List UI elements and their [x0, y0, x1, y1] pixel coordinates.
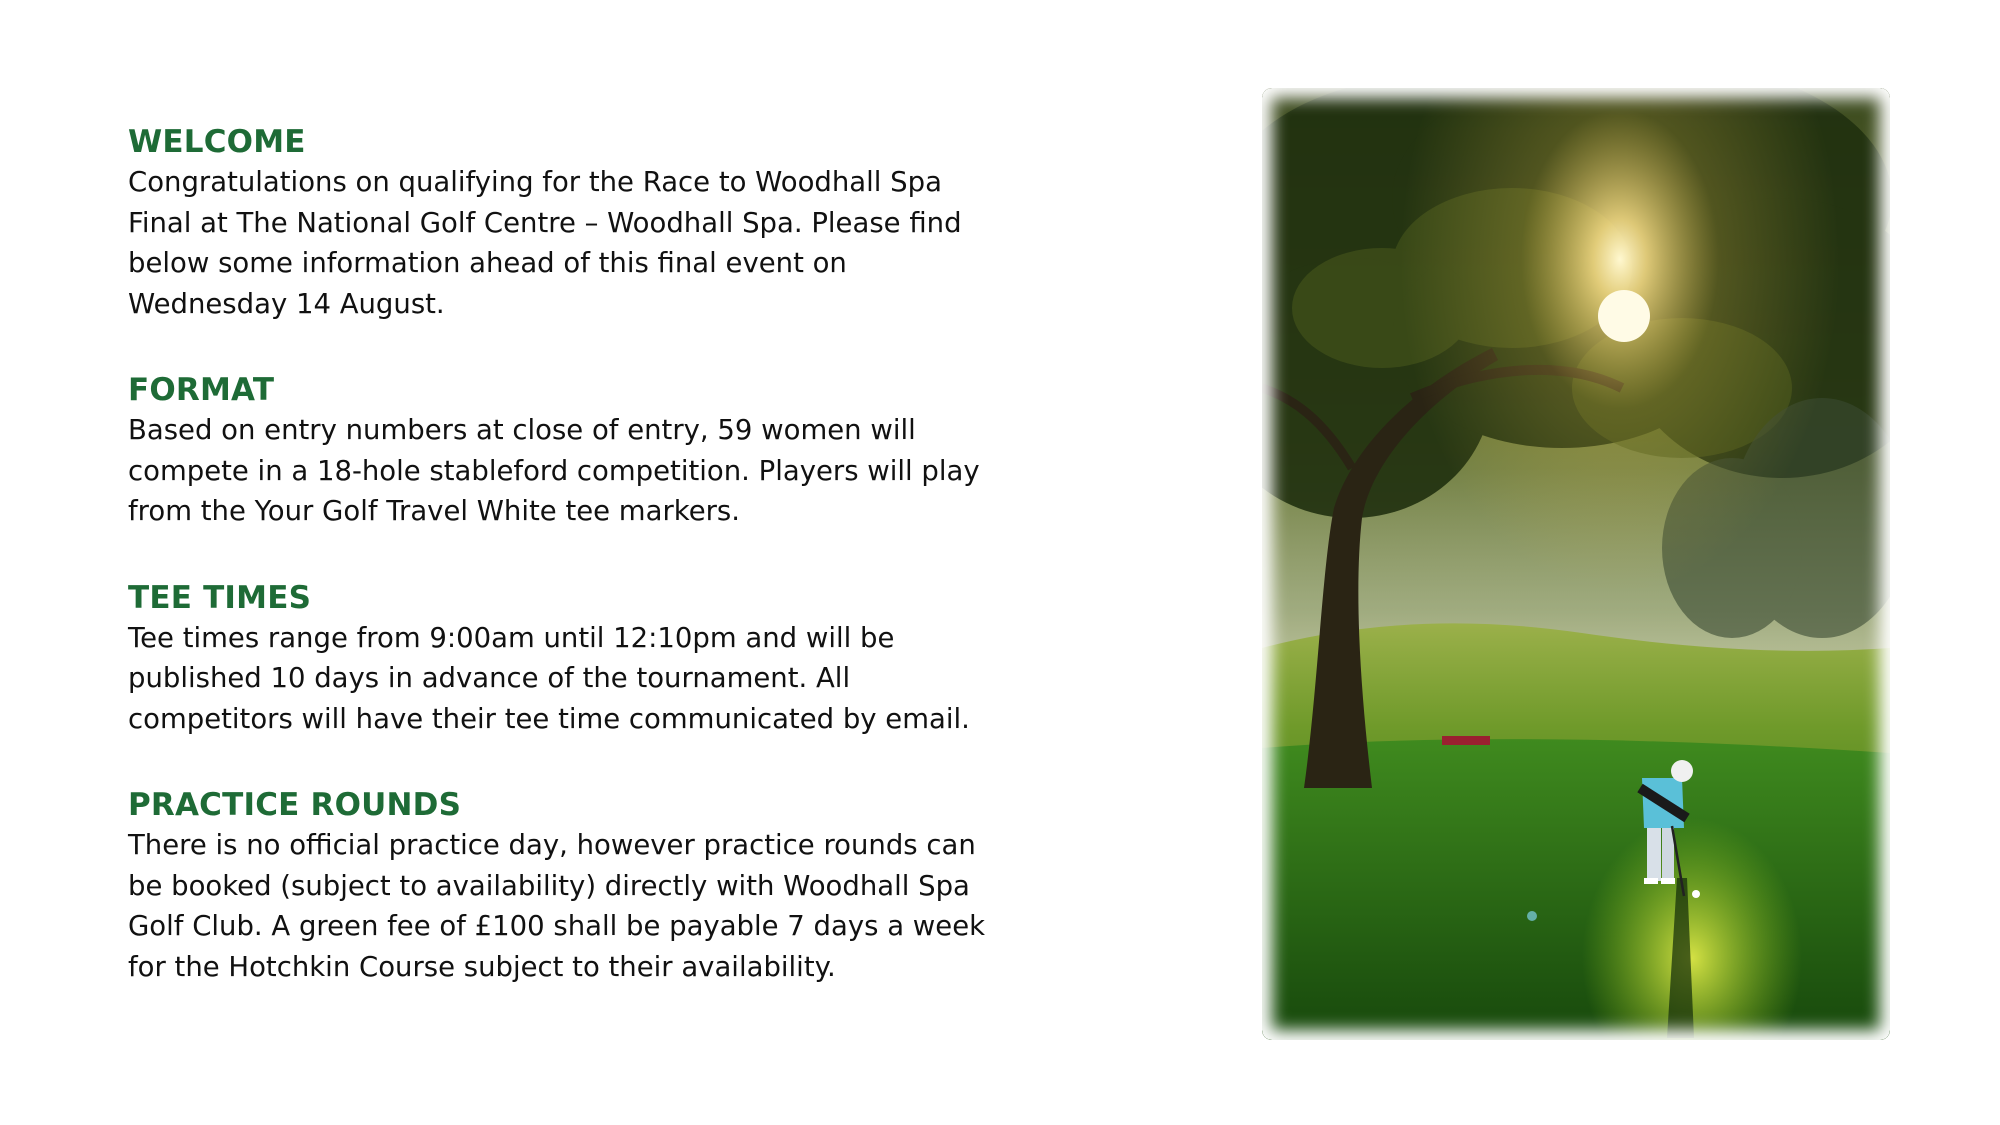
welcome-section [128, 122, 1008, 324]
format-section [128, 370, 1008, 532]
practice-rounds-heading: PRACTICE ROUNDS [128, 787, 462, 823]
tee-times-heading: TEE TIMES [128, 579, 312, 616]
practice-rounds-section [128, 785, 1008, 987]
tee-times-section [128, 578, 1008, 740]
golf-course-photo [1262, 88, 1890, 1040]
golf-course-illustration [1262, 88, 1890, 1040]
welcome-body: Congratulations on qualifying for the Race to Woodhall Spa Final at The National Golf Centre – Woodhall Spa. Please find below some information ahead of this final event on Wednesday 14 August. [128, 166, 962, 320]
format-body: Based on entry numbers at close of entry, 59 women will compete in a 18-hole stableford competition. Players will play from the Your Golf Travel White tee markers. [128, 414, 980, 527]
tee-times-body: Tee times range from 9:00am until 12:10pm and will be published 10 days in advance of the tournament. All competitors will have their tee time communicated by email. [128, 621, 970, 735]
info-text-column [128, 122, 1008, 1033]
format-heading: FORMAT [128, 372, 275, 408]
practice-rounds-body: There is no official practice day, however practice rounds can be booked (subject to availability) directly with Woodhall Spa Golf Club. A green fee of £100 shall be payable 7 days a week for the Hotchkin Course subject to their availability. [128, 829, 986, 983]
welcome-heading: WELCOME [128, 124, 306, 160]
